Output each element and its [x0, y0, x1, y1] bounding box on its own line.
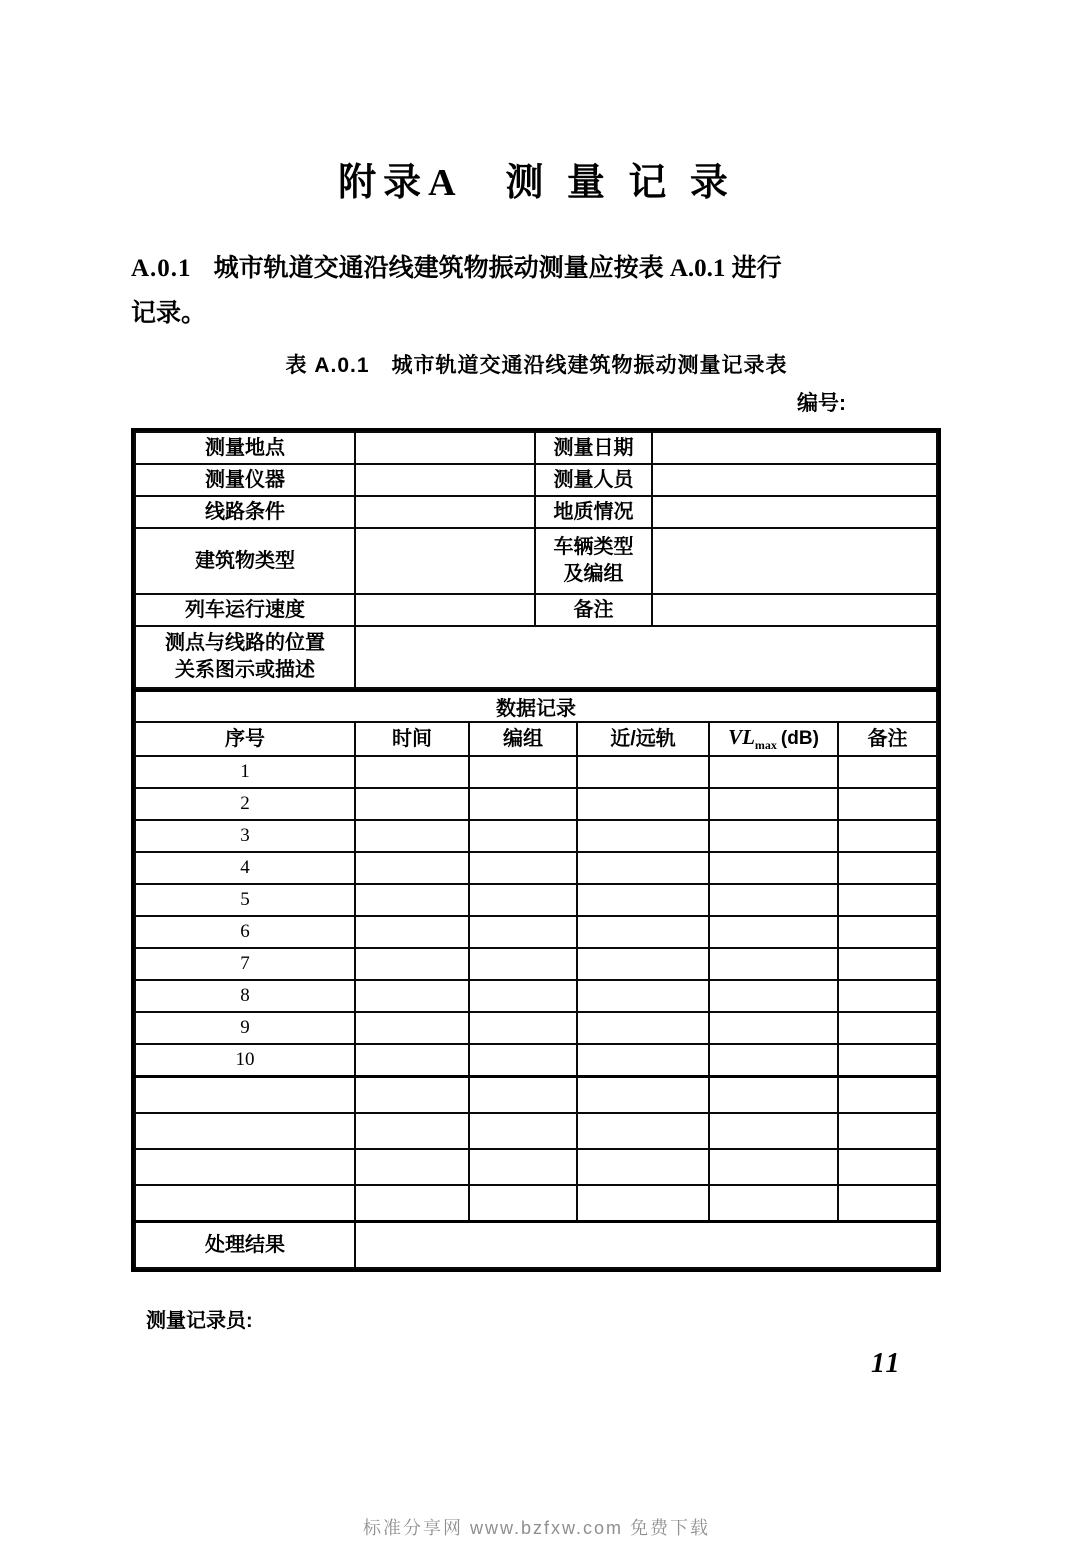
- vehicle-type-formation-value: [652, 528, 937, 594]
- result-label: 处理结果: [135, 1222, 355, 1269]
- vl-subscript: max: [754, 738, 777, 752]
- remark-cell: [838, 1077, 937, 1114]
- remark-cell: [838, 820, 937, 852]
- time-cell: [355, 756, 469, 788]
- serial-number-label: 编号:: [797, 392, 846, 415]
- formation-cell: [469, 1185, 577, 1222]
- time-cell: [355, 1077, 469, 1114]
- data-header-row: [135, 722, 937, 756]
- row-number-cell: [135, 1113, 355, 1149]
- remark-cell: [838, 1113, 937, 1149]
- row-number-cell: 8: [135, 980, 355, 1012]
- formation-cell: [469, 788, 577, 820]
- vehicle-type-formation-label: [535, 528, 652, 594]
- row-number-cell: 5: [135, 884, 355, 916]
- formation-cell: [469, 1149, 577, 1185]
- formation-cell: [469, 948, 577, 980]
- form-row: [135, 626, 937, 688]
- data-table-row: [135, 788, 937, 820]
- formation-cell: [469, 1044, 577, 1077]
- form-row: [135, 528, 937, 594]
- data-table-row: [135, 916, 937, 948]
- vlmax-cell: [709, 1185, 838, 1222]
- col-vlmax-header: [709, 722, 838, 756]
- data-table-row: [135, 1149, 937, 1185]
- formation-cell: [469, 756, 577, 788]
- formation-cell: [469, 820, 577, 852]
- vlmax-cell: [709, 852, 838, 884]
- vlmax-cell: [709, 1149, 838, 1185]
- time-cell: [355, 1185, 469, 1222]
- col-index-header: 序号: [135, 722, 355, 756]
- vl-unit: (dB): [780, 728, 819, 749]
- data-table-row: [135, 948, 937, 980]
- measurement-record-sheet: [131, 428, 941, 1272]
- track-cell: [577, 852, 709, 884]
- track-cell: [577, 788, 709, 820]
- measurement-date-label: 测量日期: [535, 432, 652, 464]
- formation-cell: [469, 980, 577, 1012]
- row-number-cell: [135, 1077, 355, 1114]
- track-cell: [577, 948, 709, 980]
- vehicle-type-line2: 及编组: [563, 563, 624, 585]
- measurement-location-value: [355, 432, 535, 464]
- row-number-cell: 3: [135, 820, 355, 852]
- form-row: [135, 594, 937, 626]
- vlmax-cell: [709, 756, 838, 788]
- col-formation-header: 编组: [469, 722, 577, 756]
- form-row: [135, 432, 937, 464]
- time-cell: [355, 916, 469, 948]
- formation-cell: [469, 852, 577, 884]
- train-speed-label: 列车运行速度: [135, 594, 355, 626]
- line-condition-value: [355, 496, 535, 528]
- vlmax-cell: [709, 1044, 838, 1077]
- remark-cell: [838, 948, 937, 980]
- time-cell: [355, 884, 469, 916]
- measurement-instrument-value: [355, 464, 535, 496]
- vlmax-cell: [709, 980, 838, 1012]
- measurement-date-value: [652, 432, 937, 464]
- data-table-row: [135, 1044, 937, 1077]
- result-value: [355, 1222, 937, 1269]
- row-number-cell: 6: [135, 916, 355, 948]
- vlmax-cell: [709, 884, 838, 916]
- geology-condition-label: 地质情况: [535, 496, 652, 528]
- data-table-row: [135, 852, 937, 884]
- position-label-line2: 关系图示或描述: [175, 659, 315, 681]
- row-number-cell: 4: [135, 852, 355, 884]
- vl-symbol: VL: [728, 725, 755, 749]
- data-table-row: [135, 884, 937, 916]
- vlmax-cell: [709, 1012, 838, 1044]
- data-record-section-title: 数据记录: [135, 691, 937, 723]
- track-cell: [577, 980, 709, 1012]
- form-row: [135, 496, 937, 528]
- formation-cell: [469, 1113, 577, 1149]
- track-cell: [577, 820, 709, 852]
- track-cell: [577, 884, 709, 916]
- time-cell: [355, 852, 469, 884]
- time-cell: [355, 1044, 469, 1077]
- formation-cell: [469, 1012, 577, 1044]
- time-cell: [355, 1149, 469, 1185]
- time-cell: [355, 980, 469, 1012]
- formation-cell: [469, 916, 577, 948]
- data-record-table: [134, 689, 938, 1269]
- clause-text-continued: 记录。: [131, 300, 207, 327]
- position-description-value: [355, 626, 937, 688]
- vlmax-cell: [709, 948, 838, 980]
- table-caption: 表 A.0.1 城市轨道交通沿线建筑物振动测量记录表: [285, 354, 788, 377]
- data-rows-body: [135, 756, 937, 1222]
- row-number-cell: 7: [135, 948, 355, 980]
- page-title: 附录A 测 量 记 录: [338, 162, 735, 205]
- vlmax-cell: [709, 1113, 838, 1149]
- measurement-instrument-label: 测量仪器: [135, 464, 355, 496]
- vlmax-cell: [709, 916, 838, 948]
- remark-cell: [838, 980, 937, 1012]
- data-table-row: [135, 1185, 937, 1222]
- clause-paragraph: [131, 248, 951, 284]
- data-table-row: [135, 1077, 937, 1114]
- building-type-label: 建筑物类型: [135, 528, 355, 594]
- row-number-cell: [135, 1149, 355, 1185]
- geology-condition-value: [652, 496, 937, 528]
- remark-label: 备注: [535, 594, 652, 626]
- row-number-cell: 9: [135, 1012, 355, 1044]
- remark-cell: [838, 1012, 937, 1044]
- time-cell: [355, 1012, 469, 1044]
- remark-cell: [838, 916, 937, 948]
- remark-value: [652, 594, 937, 626]
- data-table-row: [135, 1113, 937, 1149]
- vlmax-cell: [709, 820, 838, 852]
- row-number-cell: 1: [135, 756, 355, 788]
- clause-text: 城市轨道交通沿线建筑物振动测量应按表 A.0.1 进行: [213, 255, 782, 282]
- track-cell: [577, 1149, 709, 1185]
- track-cell: [577, 1077, 709, 1114]
- remark-cell: [838, 756, 937, 788]
- remark-cell: [838, 1185, 937, 1222]
- track-cell: [577, 916, 709, 948]
- track-cell: [577, 1044, 709, 1077]
- row-number-cell: 2: [135, 788, 355, 820]
- formation-cell: [469, 1077, 577, 1114]
- time-cell: [355, 948, 469, 980]
- section-title-row: [135, 691, 937, 723]
- building-type-value: [355, 528, 535, 594]
- data-table-row: [135, 1012, 937, 1044]
- track-cell: [577, 1185, 709, 1222]
- remark-cell: [838, 852, 937, 884]
- result-row: [135, 1222, 937, 1269]
- row-number-cell: 10: [135, 1044, 355, 1077]
- line-condition-label: 线路条件: [135, 496, 355, 528]
- data-table-row: [135, 980, 937, 1012]
- measurement-location-label: 测量地点: [135, 432, 355, 464]
- footer-watermark: 标准分享网 www.bzfxw.com 免费下载: [362, 1518, 711, 1538]
- remark-cell: [838, 1149, 937, 1185]
- measurement-personnel-label: 测量人员: [535, 464, 652, 496]
- time-cell: [355, 1113, 469, 1149]
- data-table-row: [135, 756, 937, 788]
- remark-cell: [838, 788, 937, 820]
- clause-number: A.0.1: [131, 255, 192, 282]
- page-number: 11: [871, 1348, 902, 1379]
- measurement-personnel-value: [652, 464, 937, 496]
- info-form-table: [134, 431, 938, 689]
- position-label-line1: 测点与线路的位置: [165, 632, 325, 654]
- recorder-label: 测量记录员:: [146, 1310, 253, 1332]
- formation-cell: [469, 884, 577, 916]
- time-cell: [355, 820, 469, 852]
- vehicle-type-line1: 车辆类型: [553, 536, 634, 558]
- position-description-label: [135, 626, 355, 688]
- row-number-cell: [135, 1185, 355, 1222]
- remark-cell: [838, 884, 937, 916]
- col-time-header: 时间: [355, 722, 469, 756]
- train-speed-value: [355, 594, 535, 626]
- data-table-row: [135, 820, 937, 852]
- col-remark-header: 备注: [838, 722, 937, 756]
- track-cell: [577, 1113, 709, 1149]
- vlmax-cell: [709, 1077, 838, 1114]
- track-cell: [577, 1012, 709, 1044]
- remark-cell: [838, 1044, 937, 1077]
- form-row: [135, 464, 937, 496]
- time-cell: [355, 788, 469, 820]
- track-cell: [577, 756, 709, 788]
- vlmax-cell: [709, 788, 838, 820]
- col-track-header: 近/远轨: [577, 722, 709, 756]
